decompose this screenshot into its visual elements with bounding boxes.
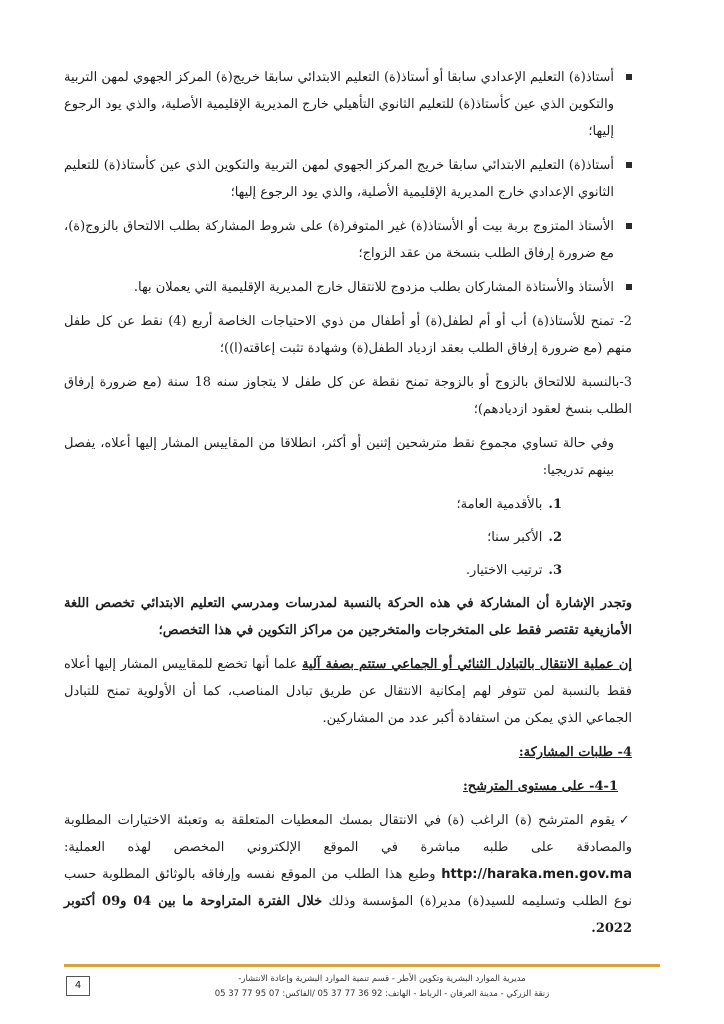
application-paragraph: ✓يقوم المترشح (ة) الراغب (ة) في الانتقال بمسك المعطيات المتعلقة به وتعبئة الاختيارات المطلوبة والمصادقة على طلبه مباشرة في الموقع الإلكتروني المخصص لهذه العملية: http://haraka.men.gov.ma وطبع هذا الطلب من الموقع نفسه وإرفاقه بالوثائق المطلوبة حسب نوع الطلب وتسليمه للسيد(ة) مدير(ة) المؤسسة وذلك خلال الفترة المتراوحة ما بين 04 و09 أكتوبر 2022. (64, 813, 632, 936)
haraka-link[interactable]: http://haraka.men.gov.ma (441, 867, 632, 882)
list-item: الأستاذ والأستاذة المشاركان بطلب مزدوج للانتقال خارج المديرية الإقليمية التي يعملان بها. (64, 274, 632, 301)
exchange-paragraph (64, 651, 632, 732)
criteria-bullet-list (64, 64, 632, 301)
tie-break-intro: وفي حالة تساوي مجموع نقط مترشحين إثنين أو أكثر، انطلاقا من المقاييس المشار إليها أعلاه، يفصل بينهم تدريجيا: (64, 436, 614, 478)
exchange-rest-text: علما أنها تخضع للمقاييس المشار إليها أعلاه فقط بالنسبة لمن تتوفر لهم إمكانية الانتقال عن طريق تبادل المناصب، كما أن الأولوية تمنح للتبادل الجماعي الذي يمكن من استفادة أكبر عدد من المشاركين. (64, 657, 632, 726)
square-bullet-icon (626, 284, 632, 290)
list-item: الأستاذ المتزوج بربة بيت أو الأستاذ(ة) غير المتوفر(ة) على شروط المشاركة بطلب الالتحاق بالزوج(ة)، مع ضرورة إرفاق الطلب بنسخة من عقد الزواج؛ (64, 213, 632, 267)
section-4-heading: 4- طلبات المشاركة: (518, 745, 632, 760)
list-item: أستاذ(ة) التعليم الإعدادي سابقا أو أستاذ(ة) التعليم الابتدائي سابقا خريج(ة) المركز الجهوي لمهن التربية والتكوين الذي عين كأستاذ(ة) للتعليم الثانوي التأهيلي خارج المديرية الإقليمية الأصلية، والذي يود الرجوع إليها؛ (64, 64, 632, 145)
point-3-paragraph: 3-بالنسبة للالتحاق بالزوج أو بالزوجة تمنح نقطة عن كل طفل لا يتجاوز سنه 18 سنة (مع ضرورة إرفاق الطلب بنسخ لعقود ازديادهم)؛ (64, 375, 632, 417)
list-item: 2.الأكبر سنا؛ (487, 530, 562, 545)
list-item: 3.ترتيب الاختيار. (465, 563, 562, 578)
list-item: 1.بالأقدمية العامة؛ (456, 497, 562, 512)
square-bullet-icon (626, 162, 632, 168)
checkmark-icon: ✓ (618, 813, 632, 828)
square-bullet-icon (626, 74, 632, 80)
exchange-bold-text: إن عملية الانتقال بالتبادل الثنائي أو الجماعي ستتم بصفة آلية (302, 657, 632, 672)
amazigh-note: وتجدر الإشارة أن المشاركة في هذه الحركة بالنسبة لمدرسات ومدرسي التعليم الابتدائي تخصص اللغة الأمازيغية تقتصر فقط على المتخرجات والمتخرجين من مراكز التكوين في هذا التخصص؛ (64, 596, 632, 638)
tie-break-list (64, 491, 632, 584)
page-number: 4 (66, 976, 90, 996)
application-period: خلال الفترة المتراوحة ما بين 04 و09 أكتوبر 2022. (64, 894, 632, 936)
footer-divider (64, 964, 660, 967)
footer-address (104, 972, 660, 1002)
footer-line-1: مديرية الموارد البشرية وتكوين الأطر - قسم تنمية الموارد البشرية وإعادة الانتشار- (238, 974, 526, 984)
footer-line-2: زنقة الزركي - مدينة العرفان - الرباط - الهاتف: 92 36 77 37 05 /الفاكس: 07 95 77 37 05 (214, 989, 550, 999)
section-4-1-heading: 4-1- على مستوى المترشح: (462, 779, 618, 794)
page-footer (64, 964, 660, 1010)
page-body (64, 64, 632, 949)
square-bullet-icon (626, 223, 632, 229)
point-2-paragraph: 2- تمنح للأستاذ(ة) أب أو أم لطفل(ة) أو أطفال من ذوي الاحتياجات الخاصة أربع (4) نقط عن كل طفل منهم (مع ضرورة إرفاق الطلب بعقد ازدياد الطفل(ة) وشهادة تثبت إعاقته(ا))؛ (64, 314, 632, 356)
list-item: أستاذ(ة) التعليم الابتدائي سابقا خريج المركز الجهوي لمهن التربية والتكوين الذي عين كأستاذ(ة) للتعليم الثانوي الإعدادي خارج المديرية الإقليمية الأصلية، والذي يود الرجوع إليها؛ (64, 152, 632, 206)
